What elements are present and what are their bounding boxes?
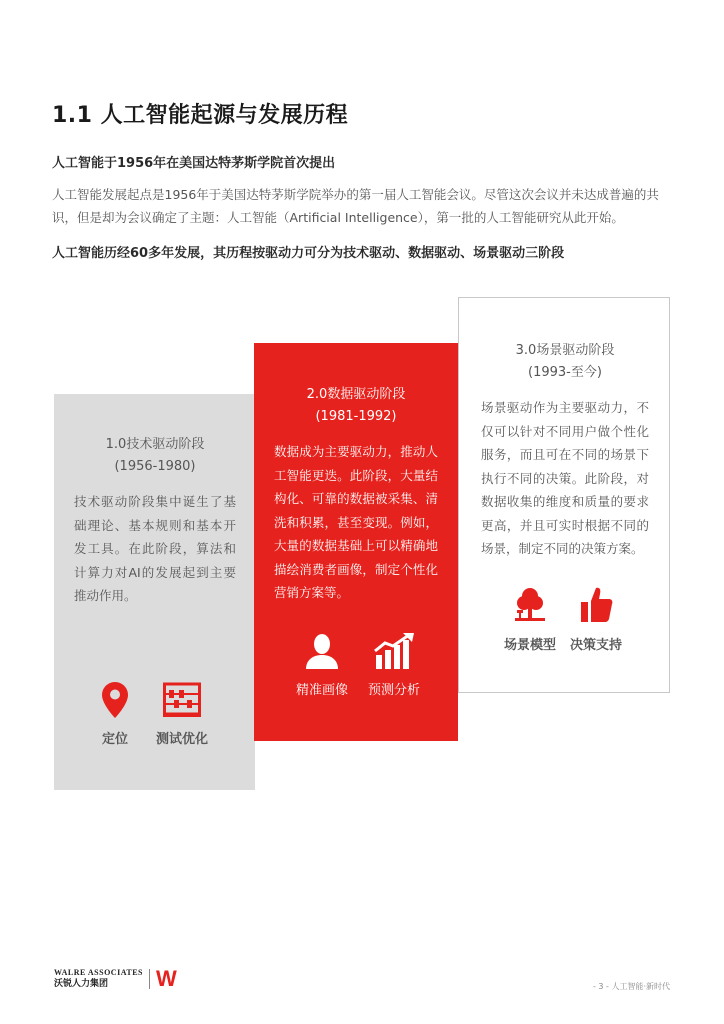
section-subheading-stages: 人工智能历经60多年发展，其历程按驱动力可分为技术驱动、数据驱动、场景驱动三阶段: [52, 246, 565, 261]
stage-title: 2.0数据驱动阶段: [306, 387, 406, 402]
section-subheading-origin: 人工智能于1956年在美国达特茅斯学院首次提出: [52, 156, 336, 171]
stage-period: (1981-1992): [315, 409, 397, 424]
page-footer-label: - 3 - 人工智能·新时代: [592, 982, 670, 991]
icon-label: 测试优化: [156, 732, 209, 747]
intro-paragraph: 人工智能发展起点是1956年于美国达特茅斯学院举办的第一届人工智能会议。尽管这次会议并未达成普遍的共识，但是却为会议确定了主题：人工智能（Artificial Intelligence），第一批的人工智能研究从此开始。: [52, 187, 659, 225]
stage-text-block: [74, 434, 236, 608]
growth-chart-icon: [373, 633, 415, 669]
abacus-icon: [163, 682, 201, 718]
logo-english-name: WALRE ASSOCIATES: [54, 968, 143, 977]
stage-card-data: [254, 343, 458, 741]
thumbs-up-icon: [579, 586, 613, 624]
icon-item-forecast: [368, 633, 420, 698]
icon-label: 决策支持: [570, 638, 623, 653]
stage-description: 数据成为主要驱动力，推动人工智能更迭。此阶段，大量结构化、可靠的数据被采集、清洗和积累，甚至变现。例如，大量的数据基础上可以精确地描绘消费者画像，制定个性化营销方案等。: [274, 444, 438, 600]
icon-label: 精准画像: [296, 683, 349, 698]
stage-text-block: [481, 340, 649, 561]
company-logo: [54, 968, 177, 990]
stage-description: 技术驱动阶段集中诞生了基础理论、基本规则和基本开发工具。在此阶段，算法和计算力对AI的发展起到主要推动作用。: [74, 494, 236, 603]
icon-label: 预测分析: [368, 683, 421, 698]
stage-icons: [102, 682, 208, 747]
stage-title: 3.0场景驱动阶段: [515, 343, 615, 358]
logo-divider: [149, 969, 150, 989]
logo-chinese-name: 沃锐人力集团: [54, 979, 109, 989]
icon-label: 定位: [102, 732, 129, 747]
logo-text: [54, 968, 143, 990]
person-icon: [304, 633, 340, 669]
icon-item-location: [102, 682, 128, 747]
stage-description: 场景驱动作为主要驱动力，不仅可以针对不同用户做个性化服务，而且可在不同的场景下执行不同的决策。此阶段，对数据收集的维度和质量的要求更高，并且可实时根据不同的场景，制定不同的决策方案。: [481, 400, 649, 556]
tree-icon: [511, 586, 549, 624]
icon-item-scene-model: [504, 586, 556, 653]
stage-period: (1956-1980): [114, 459, 196, 474]
icon-label: 场景模型: [504, 638, 557, 653]
stage-period: (1993-至今): [528, 365, 602, 380]
icon-item-portrait: [296, 633, 348, 698]
stage-icons: [504, 586, 622, 653]
stage-icons: [296, 633, 420, 698]
icon-item-decision-support: [570, 586, 622, 653]
stage-title: 1.0技术驱动阶段: [105, 437, 205, 452]
logo-mark: W: [156, 966, 177, 991]
stage-card-technology: [54, 394, 255, 790]
location-pin-icon: [102, 682, 128, 718]
stage-text-block: [274, 384, 438, 605]
icon-item-abacus: [156, 682, 208, 747]
page-title: 1.1 人工智能起源与发展历程: [52, 103, 349, 128]
stage-card-scenario: [458, 297, 670, 693]
